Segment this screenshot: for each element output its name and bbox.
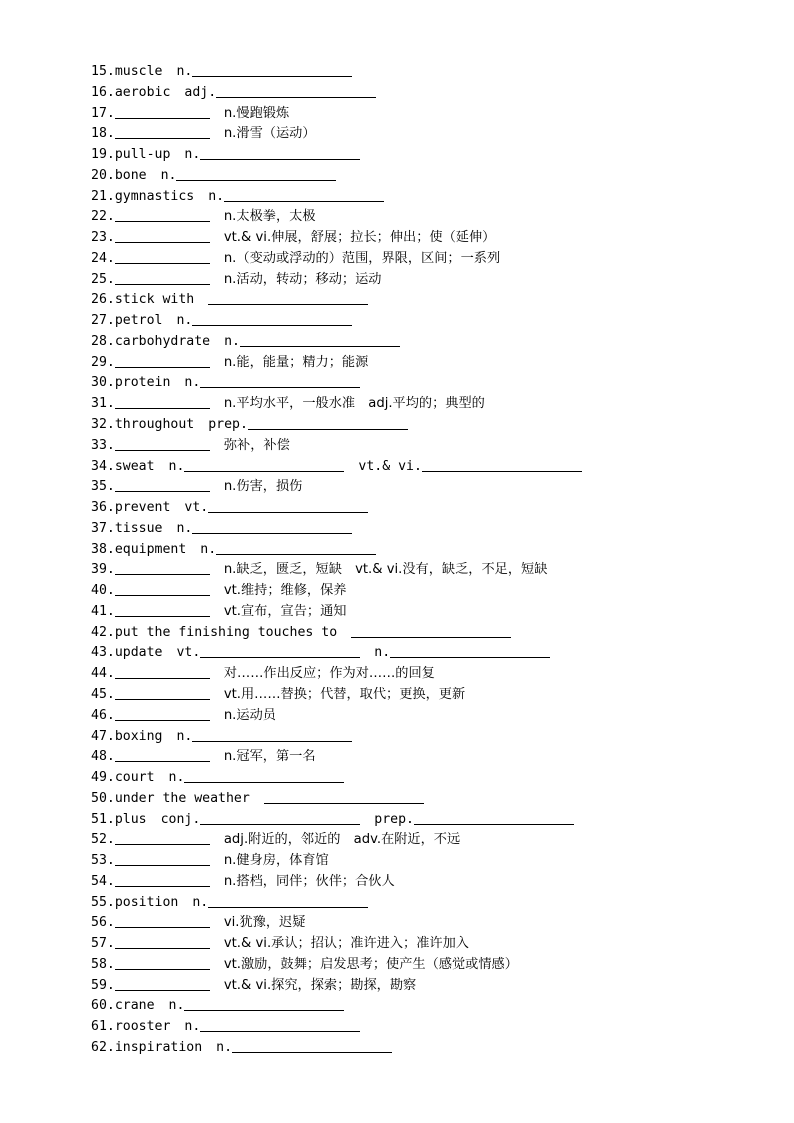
chinese-meaning: vt.& vi.承认；招认；准许进入；准许加入 bbox=[223, 936, 469, 952]
part-of-speech: vt. bbox=[184, 500, 209, 516]
vocab-row bbox=[91, 166, 731, 187]
answer-blank[interactable] bbox=[192, 520, 352, 534]
item-number: 29. bbox=[91, 354, 115, 370]
answer-blank[interactable] bbox=[115, 250, 210, 264]
chinese-meaning: vt.维持；维修，保养 bbox=[223, 583, 347, 599]
chinese-meaning: n.健身房，体育馆 bbox=[223, 853, 329, 869]
chinese-meaning: vt.激励，鼓舞；启发思考；使产生（感觉或情感） bbox=[223, 956, 518, 972]
chinese-meaning: vi.犹豫，迟疑 bbox=[223, 915, 306, 931]
english-word: sweat bbox=[114, 458, 155, 474]
english-word: prevent bbox=[114, 500, 171, 516]
vocab-row bbox=[91, 1038, 731, 1059]
vocab-row bbox=[91, 353, 731, 374]
answer-blank-2[interactable] bbox=[422, 458, 582, 472]
part-of-speech: n. bbox=[208, 188, 225, 204]
item-number: 44. bbox=[91, 666, 115, 682]
answer-blank[interactable] bbox=[115, 977, 210, 991]
chinese-meaning: n.伤害，损伤 bbox=[223, 479, 303, 495]
vocab-row bbox=[91, 560, 731, 581]
item-number: 53. bbox=[91, 853, 115, 869]
item-number: 27. bbox=[91, 313, 115, 329]
answer-blank[interactable] bbox=[115, 271, 210, 285]
vocab-row bbox=[91, 976, 731, 997]
vocab-row bbox=[91, 830, 731, 851]
answer-blank[interactable] bbox=[240, 333, 400, 347]
item-number: 18. bbox=[91, 126, 115, 142]
item-number: 58. bbox=[91, 956, 115, 972]
english-word: aerobic bbox=[114, 84, 171, 100]
item-number: 30. bbox=[91, 375, 115, 391]
chinese-meaning: n.滑雪（运动） bbox=[223, 126, 316, 142]
vocab-row bbox=[91, 290, 731, 311]
item-number: 38. bbox=[91, 541, 115, 557]
answer-blank[interactable] bbox=[200, 1018, 360, 1032]
vocab-row bbox=[91, 996, 731, 1017]
english-word: position bbox=[114, 894, 179, 910]
answer-blank[interactable] bbox=[200, 146, 360, 160]
answer-blank[interactable] bbox=[192, 312, 352, 326]
chinese-meaning: 对……作出反应；作为对……的回复 bbox=[223, 666, 435, 682]
answer-blank[interactable] bbox=[200, 811, 360, 825]
answer-blank[interactable] bbox=[115, 831, 210, 845]
vocab-row bbox=[91, 727, 731, 748]
item-number: 37. bbox=[91, 520, 115, 536]
chinese-meaning: n.运动员 bbox=[223, 707, 276, 723]
vocab-row bbox=[91, 207, 731, 228]
item-number: 15. bbox=[91, 64, 115, 79]
part-of-speech-2: n. bbox=[374, 645, 391, 661]
answer-blank[interactable] bbox=[216, 541, 376, 555]
vocab-row bbox=[91, 104, 731, 125]
answer-blank[interactable] bbox=[115, 582, 210, 596]
english-word: court bbox=[114, 770, 155, 786]
item-number: 45. bbox=[91, 686, 115, 702]
chinese-meaning: n.缺乏，匮乏，短缺 vt.& vi.没有，缺乏，不足，短缺 bbox=[223, 562, 548, 578]
answer-blank-2[interactable] bbox=[390, 644, 550, 658]
answer-blank[interactable] bbox=[351, 624, 511, 638]
item-number: 17. bbox=[91, 105, 115, 121]
part-of-speech: n. bbox=[184, 1019, 201, 1035]
vocab-row bbox=[91, 872, 731, 893]
vocab-row bbox=[91, 789, 731, 810]
vocab-row bbox=[91, 768, 731, 789]
item-number: 28. bbox=[91, 333, 115, 349]
part-of-speech: n. bbox=[224, 333, 240, 349]
item-number: 32. bbox=[91, 417, 115, 433]
answer-blank[interactable] bbox=[115, 395, 210, 409]
item-number: 26. bbox=[91, 292, 115, 308]
english-word: stick with bbox=[114, 292, 195, 308]
english-word: inspiration bbox=[114, 1039, 203, 1055]
item-number: 61. bbox=[91, 1019, 115, 1035]
item-number: 55. bbox=[91, 894, 115, 910]
vocab-row bbox=[91, 706, 731, 727]
part-of-speech: n. bbox=[184, 375, 201, 391]
chinese-meaning: n.活动，转动；移动；运动 bbox=[223, 271, 382, 287]
vocab-row bbox=[91, 519, 731, 540]
item-number: 54. bbox=[91, 873, 115, 889]
vocab-row bbox=[91, 893, 731, 914]
vocab-row bbox=[91, 415, 731, 436]
english-word: carbohydrate bbox=[114, 333, 211, 349]
vocab-row bbox=[91, 187, 731, 208]
chinese-meaning: n.搭档，同伴；伙伴；合伙人 bbox=[223, 873, 395, 889]
answer-blank[interactable] bbox=[208, 499, 368, 513]
english-word: muscle bbox=[114, 64, 163, 79]
answer-blank[interactable] bbox=[115, 437, 210, 451]
answer-blank[interactable] bbox=[208, 894, 368, 908]
item-number: 49. bbox=[91, 770, 115, 786]
vocab-row bbox=[91, 664, 731, 685]
item-number: 31. bbox=[91, 396, 115, 412]
item-number: 41. bbox=[91, 603, 115, 619]
vocabulary-worksheet bbox=[91, 62, 731, 1059]
answer-blank[interactable] bbox=[115, 105, 210, 119]
chinese-meaning: n.能，能量；精力；能源 bbox=[223, 354, 369, 370]
vocab-row bbox=[91, 540, 731, 561]
item-number: 56. bbox=[91, 915, 115, 931]
answer-blank[interactable] bbox=[115, 748, 210, 762]
answer-blank[interactable] bbox=[192, 728, 352, 742]
answer-blank[interactable] bbox=[115, 354, 210, 368]
answer-blank[interactable] bbox=[115, 707, 210, 721]
chinese-meaning: 弥补，补偿 bbox=[223, 437, 290, 453]
vocab-row bbox=[91, 83, 731, 104]
item-number: 35. bbox=[91, 479, 115, 495]
item-number: 46. bbox=[91, 707, 115, 723]
item-number: 43. bbox=[91, 645, 115, 661]
part-of-speech: conj. bbox=[160, 811, 201, 827]
vocab-row bbox=[91, 810, 731, 831]
chinese-meaning: n.冠军，第一名 bbox=[223, 749, 316, 765]
vocab-row bbox=[91, 685, 731, 706]
answer-blank[interactable] bbox=[115, 229, 210, 243]
part-of-speech: adj. bbox=[184, 84, 217, 100]
answer-blank[interactable] bbox=[115, 561, 210, 575]
answer-blank[interactable] bbox=[208, 291, 368, 305]
part-of-speech: vt. bbox=[176, 645, 201, 661]
vocab-row bbox=[91, 311, 731, 332]
vocab-row bbox=[91, 436, 731, 457]
item-number: 23. bbox=[91, 230, 115, 246]
english-word: put the finishing touches to bbox=[114, 624, 338, 640]
english-word: plus bbox=[114, 811, 147, 827]
answer-blank[interactable] bbox=[248, 416, 408, 430]
answer-blank[interactable] bbox=[192, 63, 352, 77]
vocab-row bbox=[91, 602, 731, 623]
item-number: 51. bbox=[91, 811, 115, 827]
chinese-meaning: vt.用……替换；代替，取代；更换，更新 bbox=[223, 686, 466, 702]
item-number: 22. bbox=[91, 209, 115, 225]
item-number: 34. bbox=[91, 458, 115, 474]
vocab-row bbox=[91, 747, 731, 768]
item-number: 24. bbox=[91, 250, 115, 266]
part-of-speech: n. bbox=[176, 64, 193, 79]
answer-blank[interactable] bbox=[115, 935, 210, 949]
vocab-row bbox=[91, 457, 731, 478]
vocab-row bbox=[91, 249, 731, 270]
part-of-speech: n. bbox=[176, 728, 193, 744]
part-of-speech: prep. bbox=[208, 417, 248, 433]
item-number: 16. bbox=[91, 84, 115, 100]
vocab-row bbox=[91, 145, 731, 166]
english-word: protein bbox=[114, 375, 171, 391]
answer-blank[interactable] bbox=[176, 167, 336, 181]
chinese-meaning: n.慢跑锻炼 bbox=[223, 105, 290, 121]
answer-blank[interactable] bbox=[224, 188, 384, 202]
vocab-row bbox=[91, 643, 731, 664]
item-number: 48. bbox=[91, 749, 115, 765]
answer-blank[interactable] bbox=[115, 208, 210, 222]
item-number: 52. bbox=[91, 832, 115, 848]
chinese-meaning: n.（变动或浮动的）范围，界限，区间；一系列 bbox=[223, 250, 501, 266]
part-of-speech: n. bbox=[184, 147, 201, 163]
english-word: throughout bbox=[114, 417, 195, 433]
part-of-speech: n. bbox=[168, 770, 185, 786]
answer-blank[interactable] bbox=[200, 644, 360, 658]
answer-blank[interactable] bbox=[232, 1039, 392, 1053]
english-word: pull-up bbox=[114, 147, 171, 163]
answer-blank[interactable] bbox=[184, 458, 344, 472]
item-number: 57. bbox=[91, 936, 115, 952]
part-of-speech: n. bbox=[160, 167, 177, 183]
english-word: equipment bbox=[114, 541, 187, 557]
item-number: 33. bbox=[91, 437, 115, 453]
answer-blank[interactable] bbox=[115, 852, 210, 866]
vocab-row bbox=[91, 1017, 731, 1038]
english-word: petrol bbox=[114, 313, 163, 329]
chinese-meaning: n.太极拳，太极 bbox=[223, 209, 316, 225]
part-of-speech-2: vt.& vi. bbox=[358, 458, 422, 474]
answer-blank[interactable] bbox=[115, 603, 210, 617]
chinese-meaning: n.平均水平，一般水准 adj.平均的；典型的 bbox=[223, 396, 485, 412]
vocab-row bbox=[91, 851, 731, 872]
answer-blank[interactable] bbox=[115, 914, 210, 928]
english-word: tissue bbox=[114, 520, 163, 536]
answer-blank[interactable] bbox=[115, 956, 210, 970]
vocab-row bbox=[91, 934, 731, 955]
part-of-speech: n. bbox=[192, 894, 209, 910]
answer-blank[interactable] bbox=[115, 665, 210, 679]
part-of-speech: n. bbox=[216, 1039, 233, 1055]
item-number: 36. bbox=[91, 500, 115, 516]
vocab-row bbox=[91, 913, 731, 934]
part-of-speech-2: prep. bbox=[374, 811, 414, 827]
answer-blank[interactable] bbox=[200, 374, 360, 388]
answer-blank[interactable] bbox=[115, 873, 210, 887]
item-number: 19. bbox=[91, 147, 115, 163]
chinese-meaning: vt.& vi.探究，探索；勘探，勘察 bbox=[223, 977, 417, 993]
vocab-row bbox=[91, 124, 731, 145]
item-number: 40. bbox=[91, 583, 115, 599]
chinese-meaning: adj.附近的，邻近的 adv.在附近，不远 bbox=[223, 832, 461, 848]
answer-blank[interactable] bbox=[184, 769, 344, 783]
vocab-row bbox=[91, 955, 731, 976]
vocab-row bbox=[91, 623, 731, 644]
english-word: boxing bbox=[114, 728, 163, 744]
english-word: rooster bbox=[114, 1019, 171, 1035]
chinese-meaning: vt.& vi.伸展，舒展；拉长；伸出；使（延伸） bbox=[223, 230, 496, 246]
answer-blank[interactable] bbox=[115, 125, 210, 139]
vocab-row bbox=[91, 373, 731, 394]
item-number: 59. bbox=[91, 977, 115, 993]
item-number: 42. bbox=[91, 624, 115, 640]
part-of-speech: n. bbox=[176, 520, 193, 536]
vocab-row bbox=[91, 477, 731, 498]
item-number: 50. bbox=[91, 790, 115, 806]
answer-blank[interactable] bbox=[184, 997, 344, 1011]
vocab-row bbox=[91, 270, 731, 291]
english-word: under the weather bbox=[114, 790, 250, 806]
answer-blank-2[interactable] bbox=[414, 811, 574, 825]
part-of-speech: n. bbox=[168, 458, 185, 474]
english-word: gymnastics bbox=[114, 188, 195, 204]
part-of-speech: n. bbox=[176, 313, 193, 329]
vocab-row bbox=[91, 498, 731, 519]
item-number: 47. bbox=[91, 728, 115, 744]
answer-blank[interactable] bbox=[115, 686, 210, 700]
vocab-row bbox=[91, 394, 731, 415]
item-number: 39. bbox=[91, 562, 115, 578]
english-word: bone bbox=[114, 167, 147, 183]
item-number: 25. bbox=[91, 271, 115, 287]
item-number: 62. bbox=[91, 1039, 115, 1055]
english-word: update bbox=[114, 645, 163, 661]
answer-blank[interactable] bbox=[115, 478, 210, 492]
vocab-row bbox=[91, 332, 731, 353]
english-word: crane bbox=[114, 998, 155, 1014]
item-number: 60. bbox=[91, 998, 115, 1014]
part-of-speech: n. bbox=[200, 541, 217, 557]
answer-blank[interactable] bbox=[264, 790, 424, 804]
part-of-speech: n. bbox=[168, 998, 185, 1014]
vocab-row bbox=[91, 228, 731, 249]
item-number: 20. bbox=[91, 167, 115, 183]
item-number: 21. bbox=[91, 188, 115, 204]
vocab-row bbox=[91, 62, 731, 83]
vocab-row bbox=[91, 581, 731, 602]
answer-blank[interactable] bbox=[216, 84, 376, 98]
chinese-meaning: vt.宣布，宣告；通知 bbox=[223, 603, 347, 619]
